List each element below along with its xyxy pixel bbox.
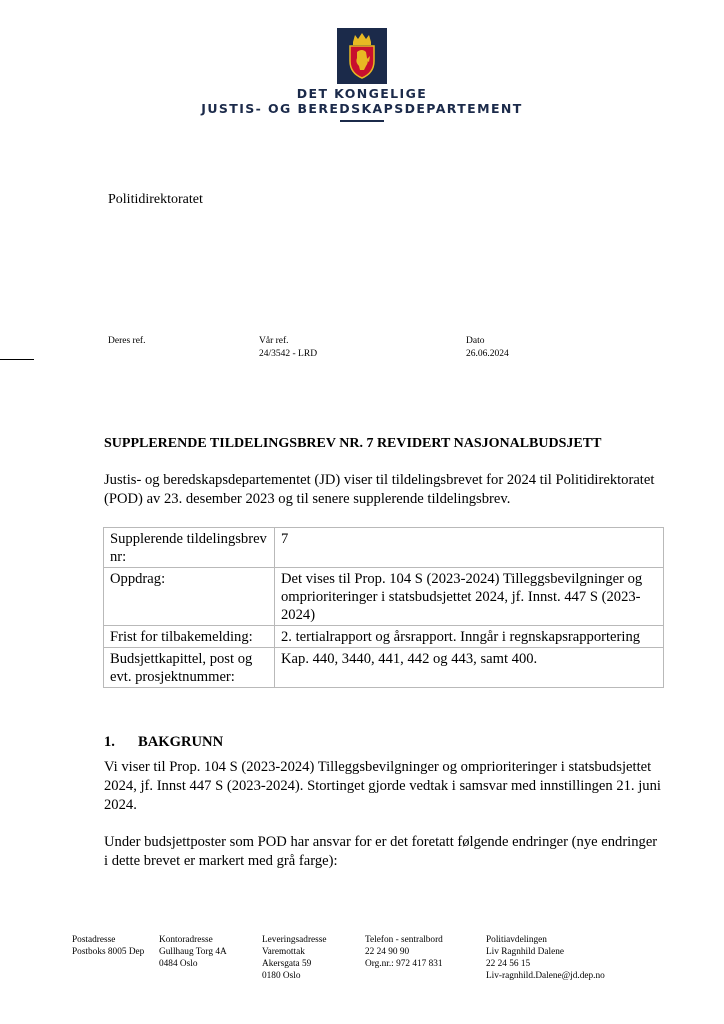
table-row: [104, 648, 664, 688]
letterhead-divider: [340, 120, 384, 122]
footer-line: Varemottak: [262, 947, 305, 957]
letter-title: SUPPLERENDE TILDELINGSBREV NR. 7 REVIDERT NASJONALBUDSJETT: [104, 436, 602, 451]
recipient-name: Politidirektoratet: [108, 192, 203, 207]
footer-label: Telefon - sentralbord: [365, 935, 443, 945]
fold-mark: [0, 359, 34, 360]
department-name-line1: DET KONGELIGE: [296, 86, 428, 101]
section-heading: [104, 734, 223, 751]
table-value-cell: Det vises til Prop. 104 S (2023-2024) Tilleggsbevilgninger og omprioriteringer i statsbudsjettet 2024, jf. Innst. 447 S (2023-2024): [275, 568, 664, 626]
footer-office-address: [159, 934, 227, 970]
footer-line: 22 24 90 90: [365, 947, 410, 957]
footer-phone: [365, 934, 443, 970]
footer-line: 0180 Oslo: [262, 971, 301, 981]
footer-label: Postadresse: [72, 935, 116, 945]
footer-line: Org.nr.: 972 417 831: [365, 959, 443, 969]
footer-delivery-address: [262, 934, 327, 982]
footer-line: Akersgata 59: [262, 959, 312, 969]
table-label-cell: Oppdrag:: [104, 568, 275, 626]
deres-ref-label: Deres ref.: [108, 336, 146, 346]
background-paragraph-1: Vi viser til Prop. 104 S (2023-2024) Tilleggsbevilgninger og omprioriteringer i statsbudsjettet 2024, jf. Innst 447 S (2023-2024). Stortinget gjorde vedtak i samsvar med innstillingen 21. juni 2024.: [104, 759, 661, 813]
table-row: [104, 568, 664, 626]
section-number: 1.: [104, 734, 115, 750]
table-value-cell: 2. tertialrapport og årsrapport. Inngår i regnskapsrapportering: [275, 626, 664, 648]
var-ref-label: Vår ref.: [259, 336, 289, 346]
table-value-cell: 7: [275, 528, 664, 568]
table-label-cell: Supplerende tildelingsbrev nr:: [104, 528, 275, 568]
letterhead: [0, 28, 724, 122]
footer-line: Gullhaug Torg 4A: [159, 947, 227, 957]
footer-email: Liv-ragnhild.Dalene@jd.dep.no: [486, 971, 605, 981]
footer-line: Postboks 8005 Dep: [72, 947, 145, 957]
footer-line: 0484 Oslo: [159, 959, 198, 969]
dato-value: 26.06.2024: [466, 349, 509, 359]
footer-line: 22 24 56 15: [486, 959, 531, 969]
intro-paragraph: Justis- og beredskapsdepartementet (JD) viser til tildelingsbrevet for 2024 til Politidirektoratet (POD) av 23. desember 2023 og til senere supplerende tildelingsbrev.: [104, 472, 655, 507]
footer-label: Leveringsadresse: [262, 935, 327, 945]
table-label-cell: Frist for tilbakemelding:: [104, 626, 275, 648]
background-paragraph-2: Under budsjettposter som POD har ansvar for er det foretatt følgende endringer (nye endringer i dette brevet er markert med grå farge):: [104, 834, 658, 869]
footer-contact: [486, 934, 605, 982]
footer-label: Kontoradresse: [159, 935, 213, 945]
table-row: [104, 626, 664, 648]
table-row: [104, 528, 664, 568]
footer-postal-address: [72, 934, 144, 958]
footer-label: Politiavdelingen: [486, 935, 547, 945]
var-ref-value: 24/3542 - LRD: [259, 349, 318, 359]
department-name-line2: JUSTIS- OG BEREDSKAPSDEPARTEMENT: [201, 101, 523, 116]
coat-of-arms-icon: [337, 28, 387, 84]
table-value-cell: Kap. 440, 3440, 441, 442 og 443, samt 400.: [275, 648, 664, 688]
dato-label: Dato: [466, 336, 485, 346]
footer-line: Liv Ragnhild Dalene: [486, 947, 564, 957]
table-label-cell: Budsjettkapittel, post og evt. prosjektnummer:: [104, 648, 275, 688]
section-title: BAKGRUNN: [138, 734, 224, 750]
assignment-info-table: [103, 527, 664, 688]
